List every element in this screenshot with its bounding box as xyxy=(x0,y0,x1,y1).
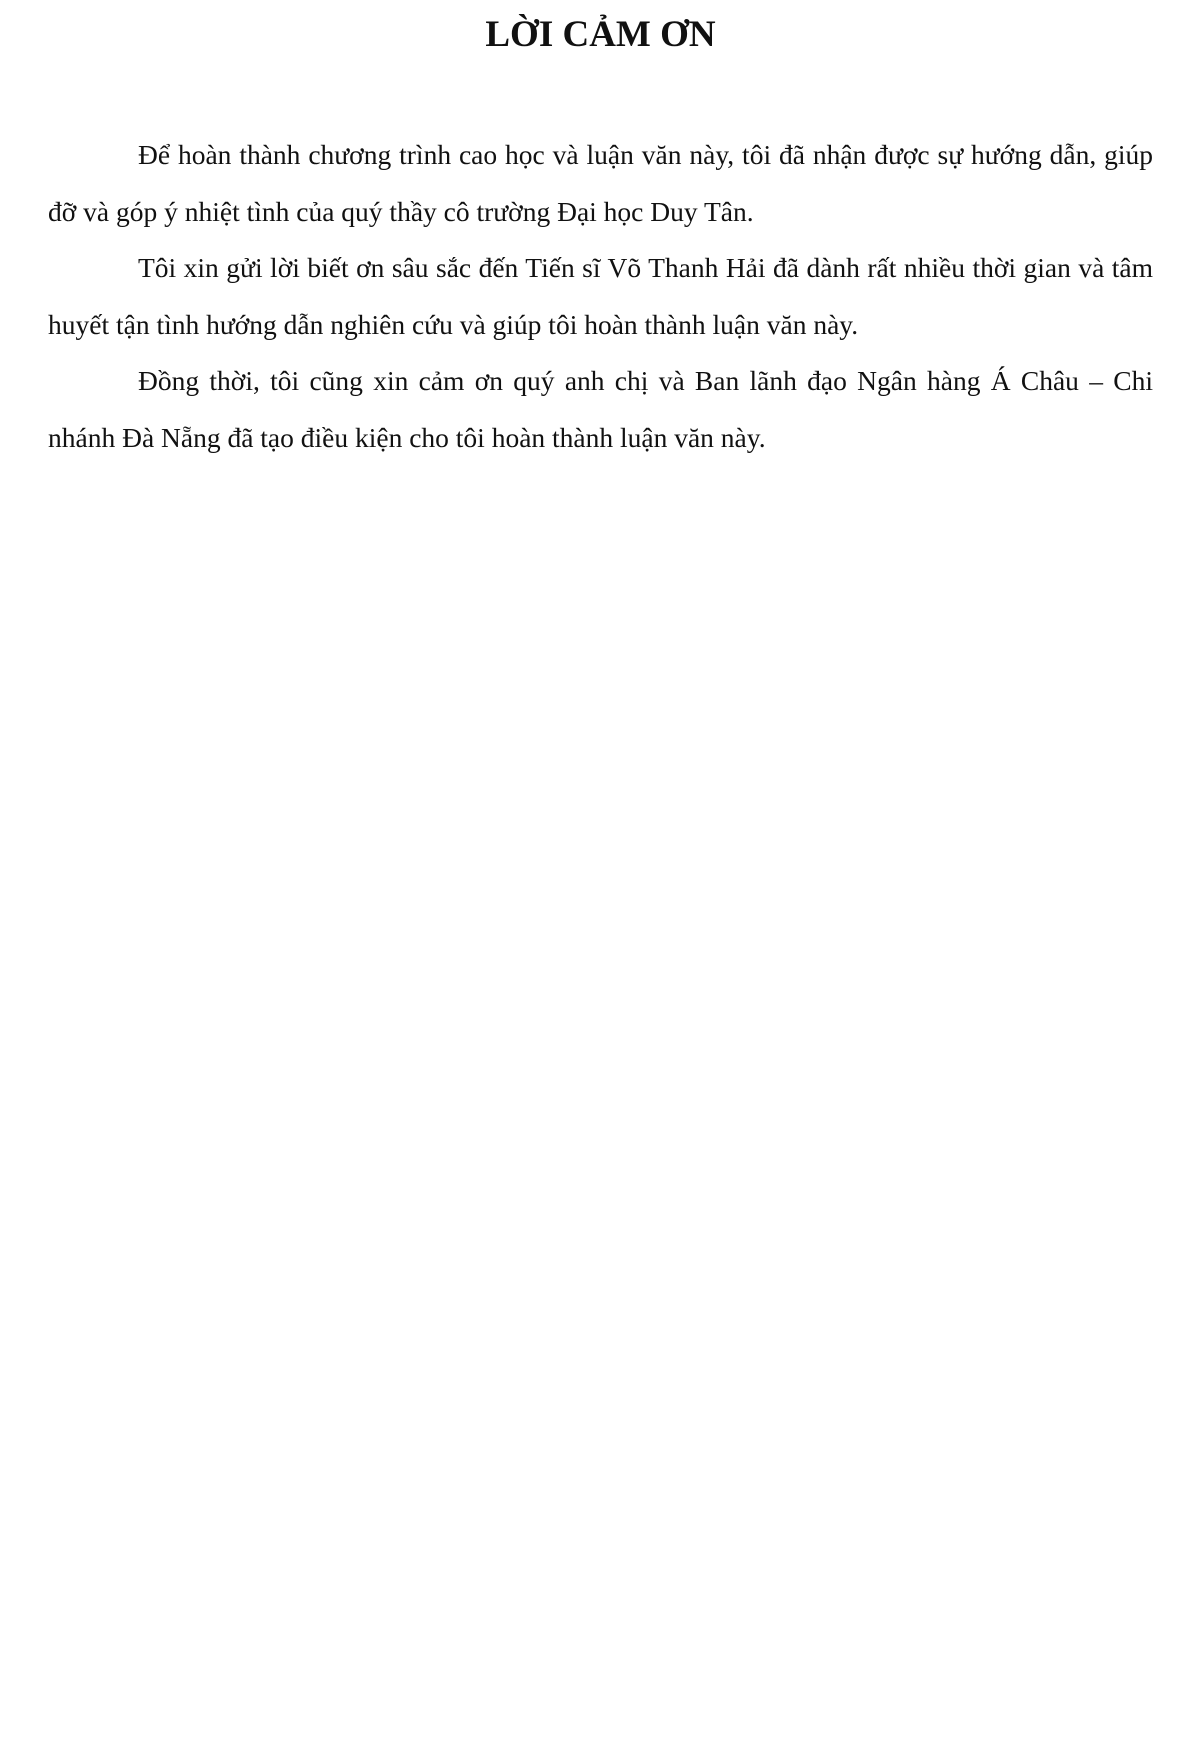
body-text xyxy=(48,127,1153,466)
paragraph-2: Tôi xin gửi lời biết ơn sâu sắc đến Tiến sĩ Võ Thanh Hải đã dành rất nhiều thời gian và tâm huyết tận tình hướng dẫn nghiên cứu và giúp tôi hoàn thành luận văn này. xyxy=(48,252,1153,340)
paragraph-1: Để hoàn thành chương trình cao học và luận văn này, tôi đã nhận được sự hướng dẫn, giúp đỡ và góp ý nhiệt tình của quý thầy cô trường Đại học Duy Tân. xyxy=(48,139,1153,227)
page-title: LỜI CẢM ƠN xyxy=(485,14,716,55)
paragraph-3: Đồng thời, tôi cũng xin cảm ơn quý anh chị và Ban lãnh đạo Ngân hàng Á Châu – Chi nhánh Đà Nẵng đã tạo điều kiện cho tôi hoàn thành luận văn này. xyxy=(48,365,1153,453)
